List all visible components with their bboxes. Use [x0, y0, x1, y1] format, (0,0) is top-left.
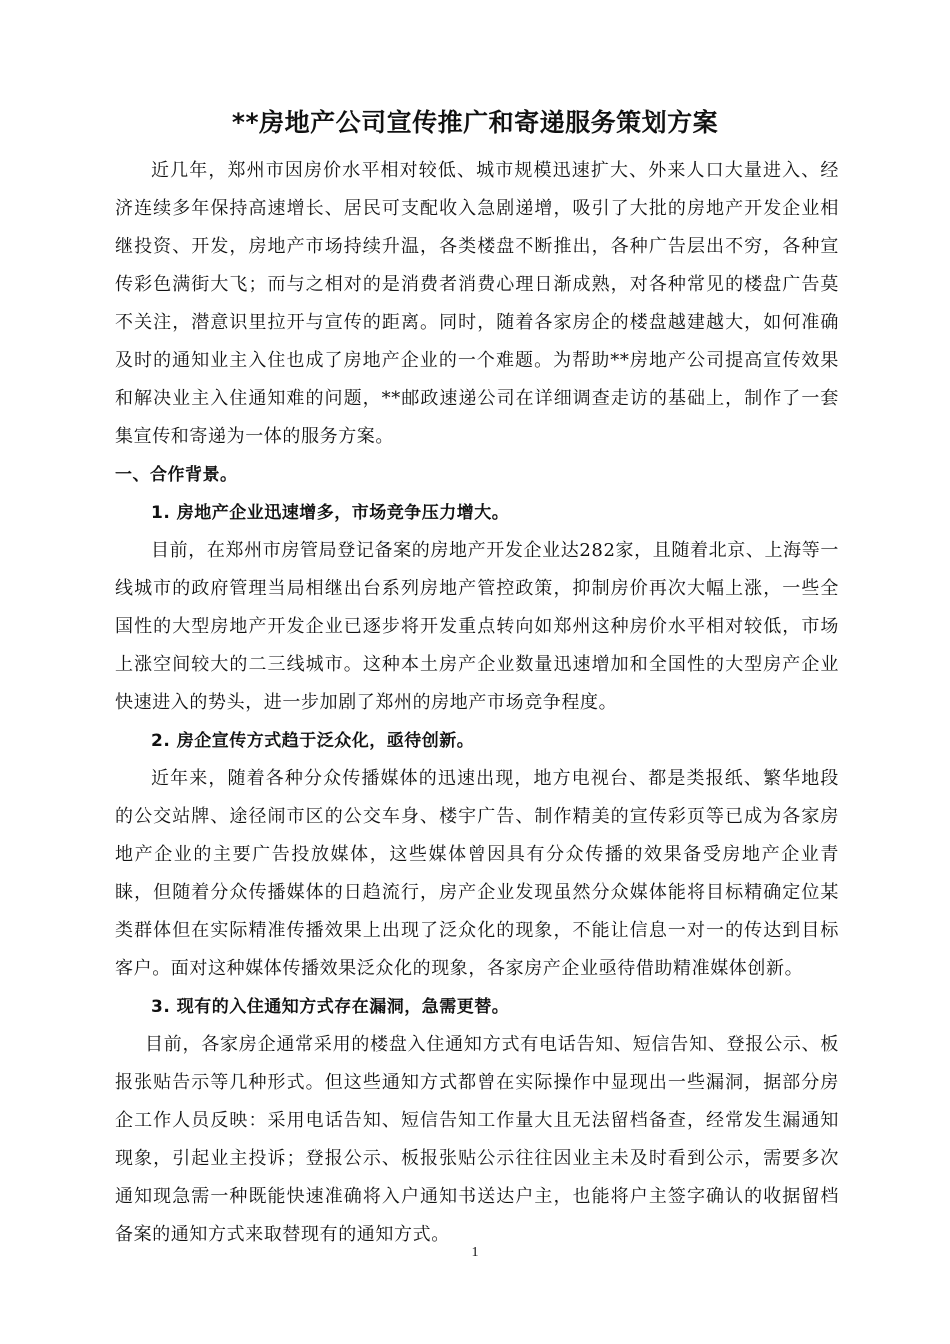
- document-title: **房地产公司宣传推广和寄递服务策划方案: [231, 108, 719, 137]
- page-number: 1: [471, 1245, 479, 1260]
- point-1-heading: 1. 房地产企业迅速增多，市场竞争压力增大。: [151, 503, 510, 523]
- point-3-heading: 3. 现有的入住通知方式存在漏洞，急需更替。: [151, 997, 510, 1017]
- intro-paragraph: 近几年，郑州市因房价水平相对较低、城市规模迅速扩大、外来人口大量进入、经济连续多年保持高速增长、居民可支配收入急剧递增，吸引了大批的房地产开发企业相继投资、开发，房地产市场持续升温，各类楼盘不断推出，各种广告层出不穷，各种宣传彩色满街大飞；而与之相对的是消费者消费心理日渐成熟，对各种常见的楼盘广告莫不关注，潜意识里拉开与宣传的距离。同时，随着各家房企的楼盘越建越大，如何准确及时的通知业主入住也成了房地产企业的一个难题。为帮助**房地产公司提高宣传效果和解决业主入住通知难的问题，**邮政速递公司在详细调查走访的基础上，制作了一套集宣传和寄递为一体的服务方案。: [115, 160, 839, 447]
- point-2-paragraph: 近年来，随着各种分众传播媒体的迅速出现，地方电视台、都是类报纸、繁华地段的公交站牌、途径闹市区的公交车身、楼宇广告、制作精美的宣传彩页等已成为各家房地产企业的主要广告投放媒体，这些媒体曾因具有分众传播的效果备受房地产企业青睐，但随着分众传播媒体的日趋流行，房产企业发现虽然分众媒体能将目标精确定位某类群体但在实际精准传播效果上出现了泛众化的现象，不能让信息一对一的传达到目标客户。面对这种媒体传播效果泛众化的现象，各家房产企业亟待借助精准媒体创新。: [115, 768, 839, 979]
- document-body: [115, 152, 839, 1254]
- section-heading-cooperation-background: 一、合作背景。: [115, 465, 238, 485]
- point-3-paragraph: 目前，各家房企通常采用的楼盘入住通知方式有电话告知、短信告知、登报公示、板报张贴告示等几种形式。但这些通知方式都曾在实际操作中显现出一些漏洞，据部分房企工作人员反映：采用电话告知、短信告知工作量大且无法留档备查，经常发生漏通知现象，引起业主投诉；登报公示、板报张贴公示往往因业主未及时看到公示，需要多次通知现急需一种既能快速准确将入户通知书送达户主，也能将户主签字确认的收据留档备案的通知方式来取替现有的通知方式。: [115, 1034, 839, 1245]
- point-1-paragraph: 目前，在郑州市房管局登记备案的房地产开发企业达282家，且随着北京、上海等一线城市的政府管理当局相继出台系列房地产管控政策，抑制房价再次大幅上涨，一些全国性的大型房地产开发企业已逐步将开发重点转向如郑州这种房价水平相对较低，市场上涨空间较大的二三线城市。这种本土房产企业数量迅速增加和全国性的大型房产企业快速进入的势头，进一步加剧了郑州的房地产市场竞争程度。: [115, 540, 839, 713]
- point-2-heading: 2. 房企宣传方式趋于泛众化，亟待创新。: [151, 731, 475, 751]
